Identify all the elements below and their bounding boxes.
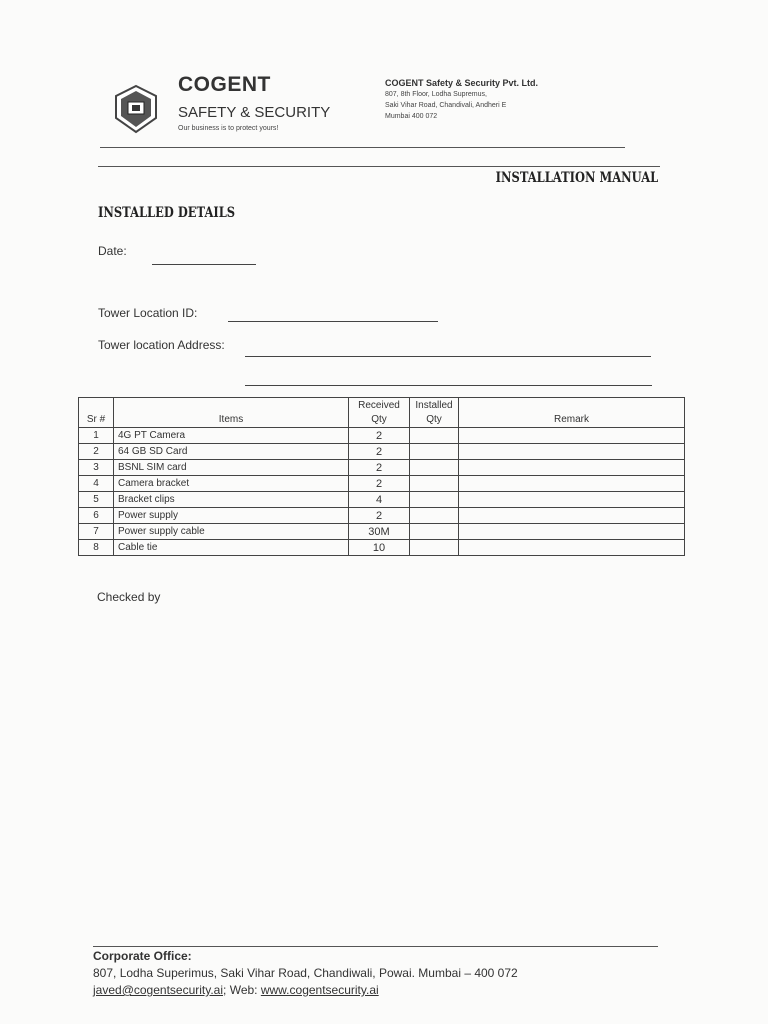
item-cell: Camera bracket — [114, 476, 349, 492]
section-title: INSTALLED DETAILS — [98, 205, 236, 221]
sr-cell: 7 — [79, 524, 114, 540]
header-divider — [100, 147, 625, 148]
remark-cell[interactable] — [459, 444, 685, 460]
web-label: Web: — [229, 983, 258, 997]
document-title: INSTALLATION MANUAL — [495, 170, 658, 186]
remark-cell[interactable] — [459, 428, 685, 444]
remark-cell[interactable] — [459, 540, 685, 556]
sr-cell: 3 — [79, 460, 114, 476]
sr-cell: 4 — [79, 476, 114, 492]
header-sr: Sr # — [79, 398, 114, 428]
received-qty-cell: 2 — [349, 508, 410, 524]
table-row — [79, 460, 685, 476]
tower-address-field-line-1[interactable] — [245, 356, 651, 357]
remark-cell[interactable] — [459, 492, 685, 508]
header-received-qty: Received Qty — [349, 398, 410, 428]
header-items: Items — [114, 398, 349, 428]
tower-address-field-line-2[interactable] — [245, 385, 652, 386]
email-link[interactable]: javed@cogentsecurity.ai — [93, 983, 224, 997]
footer-address: 807, Lodha Superimus, Saki Vihar Road, Chandiwali, Powai. Mumbai – 400 072 — [93, 966, 518, 980]
remark-cell[interactable] — [459, 476, 685, 492]
table-row — [79, 476, 685, 492]
received-qty-cell: 4 — [349, 492, 410, 508]
item-cell: Power supply — [114, 508, 349, 524]
sr-cell: 2 — [79, 444, 114, 460]
footer-divider — [93, 946, 658, 947]
cogent-shield-logo — [113, 84, 159, 134]
table-row — [79, 540, 685, 556]
installed-qty-cell[interactable] — [410, 540, 459, 556]
remark-cell[interactable] — [459, 508, 685, 524]
installed-qty-cell[interactable] — [410, 508, 459, 524]
brand-subtitle: SAFETY & SECURITY — [178, 104, 331, 121]
item-cell: Power supply cable — [114, 524, 349, 540]
received-qty-cell: 2 — [349, 476, 410, 492]
company-name: COGENT Safety & Security Pvt. Ltd. — [385, 78, 539, 88]
installed-items-table — [78, 397, 685, 556]
sr-cell: 8 — [79, 540, 114, 556]
tower-location-id-field[interactable] — [228, 321, 438, 322]
date-label: Date: — [98, 244, 127, 258]
table-header-row — [79, 398, 685, 428]
table-row — [79, 444, 685, 460]
website-link[interactable]: www.cogentsecurity.ai — [260, 983, 379, 997]
installed-qty-cell[interactable] — [410, 492, 459, 508]
date-field[interactable] — [152, 264, 256, 265]
installed-qty-cell[interactable] — [410, 444, 459, 460]
received-qty-cell: 2 — [349, 460, 410, 476]
table-row — [79, 524, 685, 540]
received-qty-cell: 30M — [349, 524, 410, 540]
item-cell: 4G PT Camera — [114, 428, 349, 444]
installed-qty-cell[interactable] — [410, 524, 459, 540]
item-cell: Bracket clips — [114, 492, 349, 508]
footer-block — [93, 948, 518, 999]
separator: ; — [223, 983, 230, 997]
footer-title: Corporate Office: — [93, 949, 192, 963]
header-installed-qty: Installed Qty — [410, 398, 459, 428]
footer-contact — [93, 982, 518, 999]
sr-cell: 1 — [79, 428, 114, 444]
item-cell: BSNL SIM card — [114, 460, 349, 476]
item-cell: Cable tie — [114, 540, 349, 556]
address-line: 807, 8th Floor, Lodha Supremus, — [385, 91, 487, 98]
tower-location-address-label: Tower location Address: — [98, 338, 225, 352]
received-qty-cell: 2 — [349, 444, 410, 460]
installed-qty-cell[interactable] — [410, 460, 459, 476]
installed-qty-cell[interactable] — [410, 476, 459, 492]
address-line: Saki Vihar Road, Chandivali, Andheri E — [385, 102, 507, 109]
sr-cell: 6 — [79, 508, 114, 524]
remark-cell[interactable] — [459, 460, 685, 476]
checked-by-label: Checked by — [97, 590, 161, 604]
received-qty-cell: 2 — [349, 428, 410, 444]
installed-qty-cell[interactable] — [410, 428, 459, 444]
table-row — [79, 508, 685, 524]
header-remark: Remark — [459, 398, 685, 428]
title-divider — [98, 166, 660, 167]
received-qty-cell: 10 — [349, 540, 410, 556]
sr-cell: 5 — [79, 492, 114, 508]
brand-name: COGENT — [178, 73, 271, 96]
address-line: Mumbai 400 072 — [385, 113, 438, 120]
table-row — [79, 428, 685, 444]
brand-tagline: Our business is to protect yours! — [178, 125, 279, 132]
company-address-block — [385, 78, 538, 122]
item-cell: 64 GB SD Card — [114, 444, 349, 460]
remark-cell[interactable] — [459, 524, 685, 540]
tower-location-id-label: Tower Location ID: — [98, 306, 198, 320]
table-row — [79, 492, 685, 508]
